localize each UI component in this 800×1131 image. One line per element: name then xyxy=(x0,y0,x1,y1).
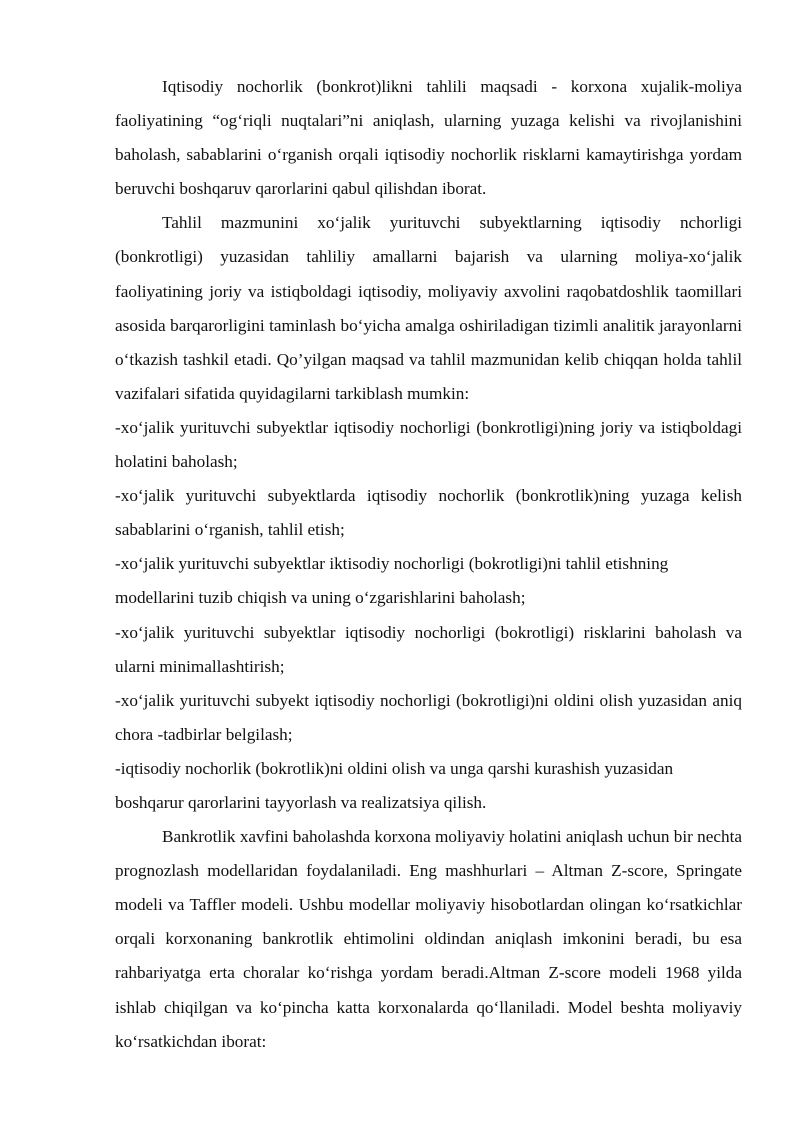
paragraph-analysis-goal: Iqtisodiy nochorlik (bonkrot)likni tahlili maqsadi - korxona xujalik-moliya faoliyatining “ogʻriqli nuqtalari”ni aniqlash, ularning yuzaga kelishi va rivojlanishini baholash, sabablarini oʻrganish orqali iqtisodiy nochorlik risklarni kamaytirishga yordam beruvchi boshqaruv qarorlarini qabul qilishdan iborat. xyxy=(115,77,742,199)
list-item: -iqtisodiy nochorlik (bokrotlik)ni oldini olish va unga qarshi kurashish yuzasidan boshqarur qarorlarini tayyorlash va realizatsiya qilish. xyxy=(115,758,674,812)
list-item: -xoʻjalik yurituvchi subyekt iqtisodiy nochorligi (bokrotligi)ni oldini olish yuzasidan aniq chora -tadbirlar belgilash; xyxy=(115,690,742,744)
list-item: -xoʻjalik yurituvchi subyektlarda iqtisodiy nochorlik (bonkrotlik)ning yuzaga kelish sabablarini oʻrganish, tahlil etish; xyxy=(115,486,742,540)
paragraph-bankruptcy-models: Bankrotlik xavfini baholashda korxona moliyaviy holatini aniqlash uchun bir nechta prognozlash modellaridan foydalaniladi. Eng mashhurlari – Altman Z-score, Springate modeli va Taffler modeli. Ushbu modellar moliyaviy hisobotlardan olingan koʻrsatkichlar orqali korxonaning bankrotlik ehtimolini oldindan aniqlash imkonini beradi, bu esa rahbariyatga erta choralar koʻrishga yordam beradi.Altman Z-score modeli 1968 yilda ishlab chiqilgan va koʻpincha katta korxonalarda qoʻllaniladi. Model beshta moliyaviy koʻrsatkichdan iborat: xyxy=(115,827,742,1051)
list-item: -xoʻjalik yurituvchi subyektlar iqtisodiy nochorligi (bokrotligi) risklarini baholash va ularni minimallashtirish; xyxy=(115,622,742,676)
list-item: -xoʻjalik yurituvchi subyektlar iktisodiy nochorligi (bokrotligi)ni tahlil etishning modellarini tuzib chiqish va uning oʻzgarishlarini baholash; xyxy=(115,554,669,608)
list-item: -xoʻjalik yurituvchi subyektlar iqtisodiy nochorligi (bonkrotligi)ning joriy va istiqboldagi holatini baholash; xyxy=(115,417,742,472)
document-page xyxy=(115,70,742,1059)
paragraph-analysis-content: Tahlil mazmunini xoʻjalik yurituvchi subyektlarning iqtisodiy nchorligi (bonkrotligi) yuzasidan tahliliy amallarni bajarish va ularning moliya-xoʻjalik faoliyatining joriy va istiqboldagi iqtisodiy, moliyaviy axvolini raqobatdoshlik taomillari asosida barqarorligini taminlash boʻyicha amalga oshiriladigan tizimli analitik jarayonlarni oʻtkazish tashkil etadi. Qo’yilgan maqsad va tahlil mazmunidan kelib chiqqan holda tahlil vazifalari sifatida quyidagilarni tarkiblash mumkin: xyxy=(115,213,742,403)
